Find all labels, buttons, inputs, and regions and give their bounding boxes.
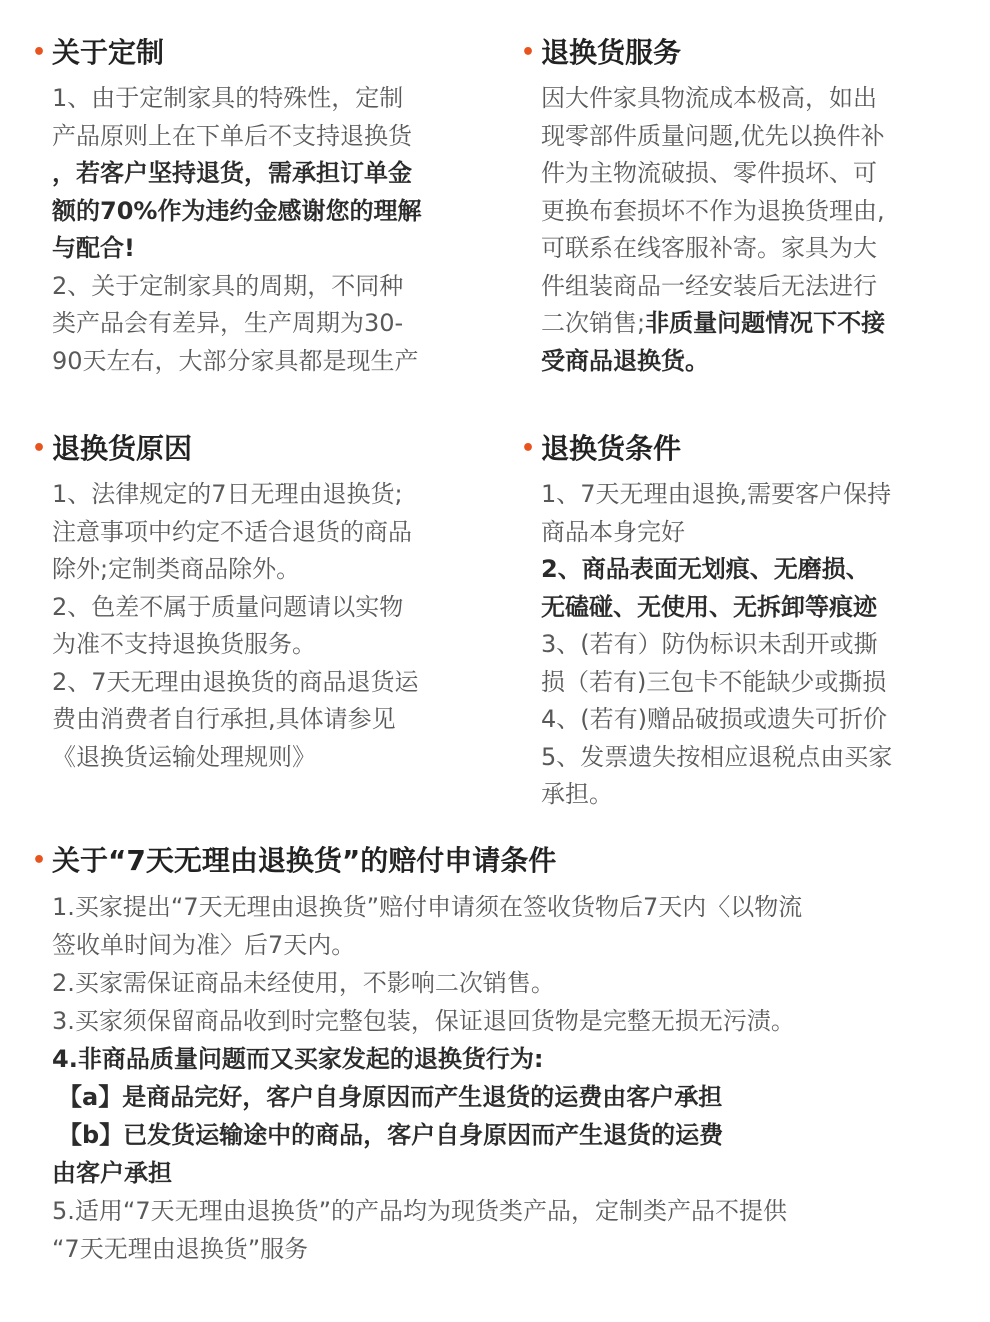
section-title-text: 退换货条件 [541, 432, 682, 465]
text-line: 承担。 [541, 780, 613, 808]
text-line: 1.买家提出“7天无理由退换货”赔付申请须在签收货物后7天内〈以物流 [52, 893, 803, 921]
text-line: 无磕碰、无使用、无拆卸等痕迹 [541, 592, 877, 621]
text-line: 1、法律规定的7日无理由退换货; [52, 480, 403, 508]
text-line: 5、发票遗失按相应退税点由买家 [541, 742, 893, 771]
bullet-dot-icon: • [521, 436, 536, 461]
text-line: 类产品会有差异，生产周期为30- [52, 309, 404, 337]
text-line: 4.非商品质量问题而又买家发起的退换货行为: [52, 1045, 544, 1073]
text-line: 产品原则上在下单后不支持退换货 [52, 121, 412, 150]
text-line: 2、商品表面无划痕、无磨损、 [541, 555, 870, 583]
text-line: 2.买家需保证商品未经使用，不影响二次销售。 [52, 969, 555, 997]
text-line: 件为主物流破损、零件损坏、可 [541, 159, 877, 187]
text-line: 现零部件质量问题,优先以换件补 [541, 121, 885, 150]
text-line: 1、由于定制家具的特殊性，定制 [52, 84, 404, 112]
text-line-plain: 二次销售; [541, 309, 646, 337]
section-title-text: 关于“7天无理由退换货”的赔付申请条件 [52, 844, 557, 877]
bullet-dot-icon: • [32, 40, 47, 65]
text-line: 2、色差不属于质量问题请以实物 [52, 592, 404, 621]
section-title-text: 退换货服务 [541, 36, 682, 69]
text-line: 受商品退换货。 [541, 346, 709, 375]
text-line: 3、(若有）防伪标识未刮开或撕 [541, 630, 878, 658]
text-line: 除外;定制类商品除外。 [52, 555, 301, 583]
text-line: 5.适用“7天无理由退换货”的产品均为现货类产品，定制类产品不提供 [52, 1197, 788, 1225]
text-line: 损（若有)三包卡不能缺少或撕损 [541, 667, 887, 696]
text-line: 【b】已发货运输途中的商品，客户自身原因而产生退货的运费 [58, 1121, 724, 1149]
section-body [32, 888, 962, 1268]
text-line: 2、关于定制家具的周期，不同种 [52, 271, 404, 300]
text-line: 与配合! [52, 234, 135, 262]
section-body [521, 80, 961, 380]
text-line: 【a】是商品完好，客户自身原因而产生退货的运费由客户承担 [58, 1083, 723, 1111]
text-line: 商品本身完好 [541, 517, 685, 546]
text-line: 1、7天无理由退换,需要客户保持 [541, 480, 892, 508]
text-line: ，若客户坚持退货，需承担订单金 [52, 159, 412, 187]
text-line: 注意事项中约定不适合退货的商品 [52, 517, 412, 546]
bullet-dot-icon: • [32, 436, 47, 461]
section-reason [32, 430, 472, 776]
text-line: 签收单时间为准〉后7天内。 [52, 931, 356, 959]
section-title [32, 430, 472, 468]
section-custom [32, 34, 472, 380]
section-title-text: 关于定制 [52, 36, 165, 69]
text-line: 额的70%作为违约金感谢您的理解 [52, 196, 422, 225]
bullet-dot-icon: • [32, 848, 47, 873]
text-line: 2、7天无理由退换货的商品退货运 [52, 667, 419, 696]
text-line [541, 305, 961, 343]
text-line: “7天无理由退换货”服务 [52, 1235, 309, 1263]
text-line: 《退换货运输处理规则》 [52, 742, 316, 771]
text-line: 90天左右，大部分家具都是现生产 [52, 346, 419, 375]
text-line: 由客户承担 [52, 1159, 172, 1187]
section-title [32, 842, 962, 880]
text-line: 因大件家具物流成本极高，如出 [541, 84, 877, 112]
text-line-bold: 非质量问题情况下不接 [645, 309, 886, 337]
text-line: 费由消费者自行承担,具体请参见 [52, 705, 396, 733]
section-body [521, 476, 961, 814]
section-body [32, 80, 472, 380]
section-title [32, 34, 472, 72]
text-line: 4、(若有)赠品破损或遗失可折价 [541, 705, 887, 733]
bullet-dot-icon: • [521, 40, 536, 65]
section-title [521, 34, 961, 72]
text-line: 可联系在线客服补寄。家具为大 [541, 234, 877, 262]
text-line: 3.买家须保留商品收到时完整包装，保证退回货物是完整无损无污渍。 [52, 1007, 795, 1035]
text-line: 为准不支持退换货服务。 [52, 630, 316, 658]
text-line: 更换布套损坏不作为退换货理由, [541, 196, 885, 225]
section-title [521, 430, 961, 468]
section-claim [32, 842, 962, 1268]
section-body [32, 476, 472, 776]
text-line: 件组装商品一经安装后无法进行 [541, 271, 877, 300]
section-service [521, 34, 961, 380]
section-conditions [521, 430, 961, 814]
section-title-text: 退换货原因 [52, 432, 193, 465]
